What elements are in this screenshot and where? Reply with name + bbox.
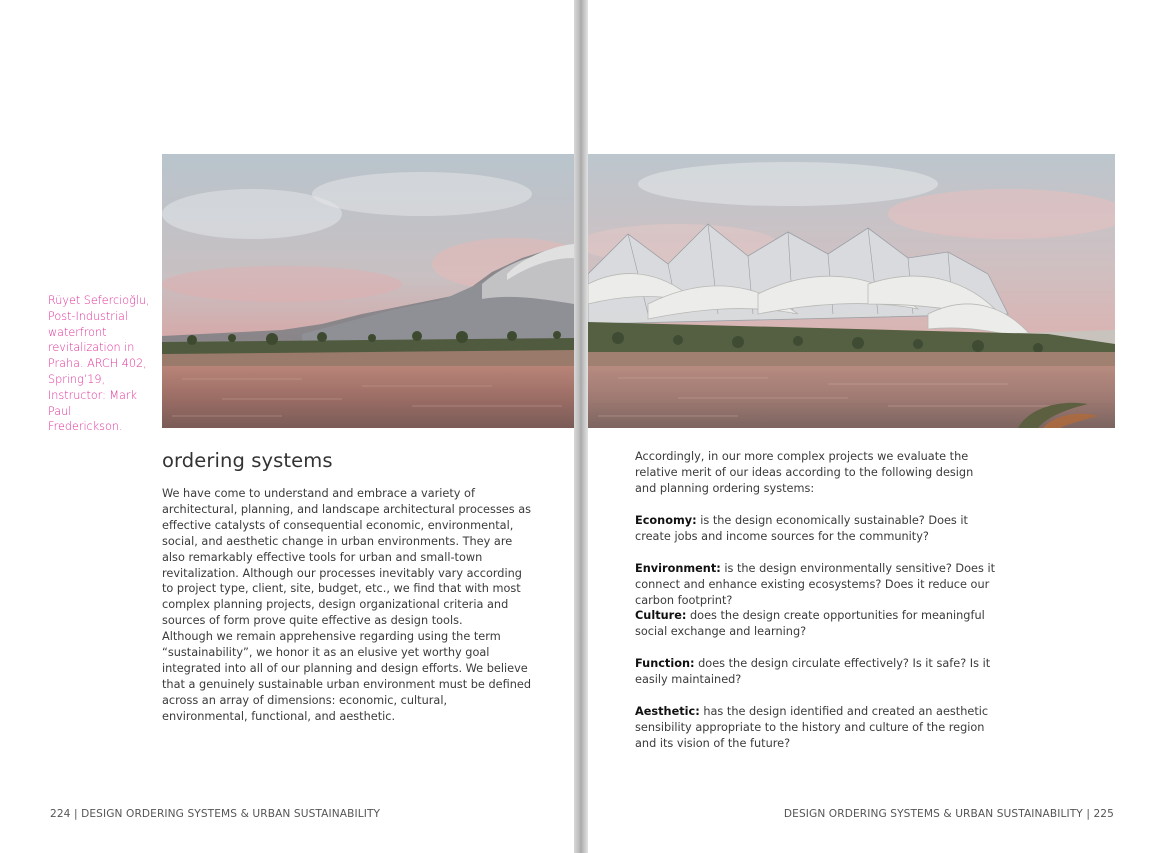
system-description: is the design economically sustainable? Does it create jobs and income sources for the community? xyxy=(635,514,968,543)
system-description: is the design environmentally sensitive? Does it connect and enhance existing ecosystems? Does it reduce our carbon footprint? xyxy=(635,562,996,607)
system-description: does the design circulate effectively? Is it safe? Is it easily maintained? xyxy=(635,657,991,686)
waterfront-rendering-right xyxy=(588,154,1115,428)
system-term: Aesthetic: xyxy=(635,705,700,718)
ordering-system-environment xyxy=(635,561,1005,609)
book-gutter xyxy=(574,0,588,853)
system-description: has the design identified and created an aesthetic sensibility appropriate to the history and culture of the region and its vision of the future? xyxy=(635,705,989,750)
ordering-system-culture xyxy=(635,608,1005,640)
section-heading: ordering systems xyxy=(162,449,333,472)
body-paragraph: Although we remain apprehensive regarding using the term “sustainability”, we honor it as an elusive yet worthy goal integrated into all of our planning and design efforts. We believe that a genuinely sustainable urban environment must be defined across an array of dimensions: economic, cultural, environmental, functional, and aesthetic. xyxy=(162,630,531,723)
ordering-system-economy xyxy=(635,513,1005,545)
caption-line: Instructor: Mark Paul xyxy=(48,388,137,418)
image-caption xyxy=(48,293,152,435)
waterfront-rendering-left xyxy=(162,154,574,428)
caption-line: Rüyet Sefercioğlu, xyxy=(48,294,150,307)
caption-line: Spring’19, xyxy=(48,372,106,386)
body-paragraph: We have come to understand and embrace a variety of architectural, planning, and landscape architectural processes as effective catalysts of consequential economic, environmental, social, and aesthetic change in urban environments. They are also remarkably effective tools for urban and small-town revitalization. Although our processes inevitably vary according to project type, client, site, budget, etc., we find that with most complex planning projects, design organizational criteria and sources of form prove quite effective as design tools. xyxy=(162,487,532,628)
page-footer-left: 224 | DESIGN ORDERING SYSTEMS & URBAN SUSTAINABILITY xyxy=(50,808,381,820)
page-footer-right: DESIGN ORDERING SYSTEMS & URBAN SUSTAINABILITY | 225 xyxy=(783,808,1114,820)
ordering-system-aesthetic xyxy=(635,704,1005,752)
system-term: Function: xyxy=(635,657,695,670)
caption-line: Praha. ARCH 402, xyxy=(48,357,147,371)
system-term: Environment: xyxy=(635,562,721,575)
system-description: does the design create opportunities for meaningful social exchange and learning? xyxy=(635,609,985,638)
intro-paragraph: Accordingly, in our more complex projects we evaluate the relative merit of our ideas according to the following design and planning ordering systems: xyxy=(635,450,974,495)
caption-line: waterfront xyxy=(48,325,107,339)
ordering-system-function xyxy=(635,656,1005,688)
system-term: Culture: xyxy=(635,609,687,622)
caption-line: Post-Industrial xyxy=(48,309,128,323)
caption-line: revitalization in xyxy=(48,341,135,355)
system-term: Economy: xyxy=(635,514,697,527)
caption-line: Frederickson. xyxy=(48,420,123,434)
